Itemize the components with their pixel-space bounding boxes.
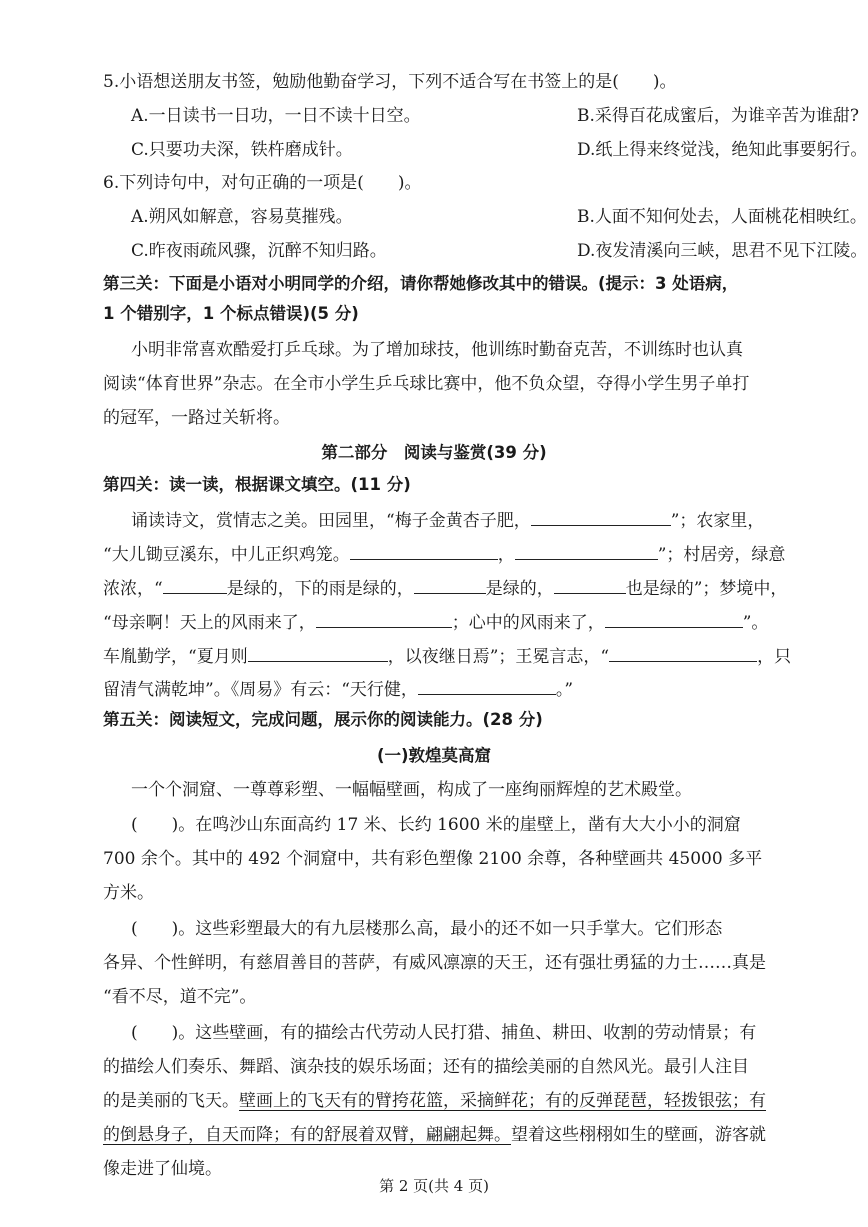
q5-option-a-text: A.一日读书一日功，一日不读十日空。 <box>131 106 421 126</box>
text: 也是绿的”；梦境中， <box>625 579 788 599</box>
q5-option-c <box>131 138 868 162</box>
text: ”；农家里， <box>670 511 765 531</box>
article-paragraph3-line2: 各异、个性鲜明，有慈眉善目的菩萨，有威风凛凛的天王，还有强壮勇猛的力士……真是 <box>103 953 766 973</box>
q6-option-c-text: C.昨夜雨疏风骤，沉醉不知归路。 <box>131 241 387 261</box>
q6-option-d: D.夜发清溪向三峡，思君不见下江陵。 <box>577 241 868 261</box>
text: ，只 <box>757 647 792 667</box>
article-title: (一)敦煌莫高窟 <box>376 746 492 765</box>
text: 浓浓，“ <box>103 579 163 599</box>
section4-line1 <box>131 507 806 533</box>
answer-blank[interactable] <box>316 609 452 628</box>
q6-option-a <box>131 205 867 229</box>
article-paragraph2-line2: 700 余个。其中的 492 个洞窟中，共有彩色塑像 2100 余尊，各种壁画共 45000 多平 <box>103 849 763 869</box>
text: 留清气满乾坤”。《周易》有云：“天行健， <box>103 680 418 700</box>
text: ；心中的风雨来了， <box>451 613 605 633</box>
text: ，以夜继日焉”；王冕言志，“ <box>387 647 610 667</box>
q5-option-a <box>131 104 860 128</box>
text: ”。 <box>742 613 769 633</box>
q5-stem: 5.小语想送朋友书签，勉励他勤奋学习，下列不适合写在书签上的是( )。 <box>103 72 677 92</box>
section4-line2 <box>103 541 806 567</box>
q6-option-c <box>131 239 868 263</box>
article-paragraph2-line3: 方米。 <box>103 883 154 903</box>
part2-heading: 第二部分 阅读与鉴赏(39 分) <box>321 443 547 462</box>
text: 。” <box>555 680 574 700</box>
article-paragraph4-line4 <box>103 1123 806 1147</box>
page-footer: 第 2 页(共 4 页) <box>379 1177 489 1195</box>
article-paragraph2-line1: ( )。在鸣沙山东面高约 17 米、长约 1600 米的崖壁上，凿有大大小小的洞窟 <box>131 815 741 835</box>
article-paragraph4-line2: 的描绘人们奏乐、舞蹈、演杂技的娱乐场面；还有的描绘美丽的自然风光。最引人注目 <box>103 1057 749 1077</box>
text: 车胤勤学，“夏月则 <box>103 647 248 667</box>
text: “母亲啊！天上的风雨来了， <box>103 613 316 633</box>
answer-blank[interactable] <box>609 643 757 662</box>
underlined-sentence: 的倒悬身子，自天而降；有的舒展着双臂，翩翩起舞。 <box>103 1125 511 1145</box>
q5-option-c-text: C.只要功夫深，铁杵磨成针。 <box>131 140 353 160</box>
text: 诵读诗文，赏情志之美。田园里，“梅子金黄杏子肥， <box>131 511 531 531</box>
section4-line5 <box>103 643 806 669</box>
text: ”；村居旁，绿意 <box>657 545 786 565</box>
section3-title-line1: 第三关：下面是小语对小明同学的介绍，请你帮她修改其中的错误。(提示：3 处语病， <box>103 274 739 293</box>
q6-stem: 6.下列诗句中，对句正确的一项是( )。 <box>103 173 422 193</box>
text: “大儿锄豆溪东，中儿正织鸡笼。 <box>103 545 350 565</box>
text: 是绿的，下的雨是绿的， <box>226 579 414 599</box>
section4-line4 <box>103 609 806 635</box>
q5-option-b: B.采得百花成蜜后，为谁辛苦为谁甜? <box>577 106 860 126</box>
answer-blank[interactable] <box>515 541 658 560</box>
article-paragraph4-line3 <box>103 1089 806 1113</box>
q6-option-a-text: A.朔风如解意，容易莫摧残。 <box>131 207 353 227</box>
answer-blank[interactable] <box>163 575 227 594</box>
answer-blank[interactable] <box>350 541 498 560</box>
answer-blank[interactable] <box>418 676 556 695</box>
section3-title-line2: 1 个错别字，1 个标点错误)(5 分) <box>103 304 359 323</box>
section3-paragraph-line1: 小明非常喜欢酷爱打乒乓球。为了增加球技，他训练时勤奋克苦，不训练时也认真 <box>131 340 743 360</box>
answer-blank[interactable] <box>531 507 671 526</box>
article-paragraph1: 一个个洞窟、一尊尊彩塑、一幅幅壁画，构成了一座绚丽辉煌的艺术殿堂。 <box>131 780 692 800</box>
section5-title: 第五关：阅读短文，完成问题，展示你的阅读能力。(28 分) <box>103 710 543 729</box>
answer-blank[interactable] <box>605 609 743 628</box>
underlined-sentence: 壁画上的飞天有的臂挎花篮，采摘鲜花；有的反弹琵琶，轻拨银弦；有 <box>239 1091 766 1111</box>
section4-title: 第四关：读一读，根据课文填空。(11 分) <box>103 475 411 494</box>
text: 是绿的， <box>485 579 554 599</box>
article-paragraph3-line3: “看不尽，道不完”。 <box>103 987 257 1007</box>
text: 望着这些栩栩如生的壁画，游客就 <box>511 1125 766 1145</box>
answer-blank[interactable] <box>554 575 626 594</box>
section4-line3 <box>103 575 806 601</box>
answer-blank[interactable] <box>248 643 388 662</box>
answer-blank[interactable] <box>414 575 486 594</box>
text: 的是美丽的飞天。 <box>103 1091 239 1111</box>
text: ， <box>497 545 515 565</box>
article-paragraph3-line1: ( )。这些彩塑最大的有九层楼那么高，最小的还不如一只手掌大。它们形态 <box>131 919 723 939</box>
article-paragraph4-line5: 像走进了仙境。 <box>103 1159 222 1179</box>
q5-option-d: D.纸上得来终觉浅，绝知此事要躬行。 <box>577 140 868 160</box>
section4-line6 <box>103 676 806 702</box>
q6-option-b: B.人面不知何处去，人面桃花相映红。 <box>577 207 867 227</box>
section3-paragraph-line3: 的冠军，一路过关斩将。 <box>103 408 290 428</box>
section3-paragraph-line2: 阅读“体育世界”杂志。在全市小学生乒乓球比赛中，他不负众望，夺得小学生男子单打 <box>103 374 750 394</box>
article-paragraph4-line1: ( )。这些壁画，有的描绘古代劳动人民打猎、捕鱼、耕田、收割的劳动情景；有 <box>131 1023 757 1043</box>
